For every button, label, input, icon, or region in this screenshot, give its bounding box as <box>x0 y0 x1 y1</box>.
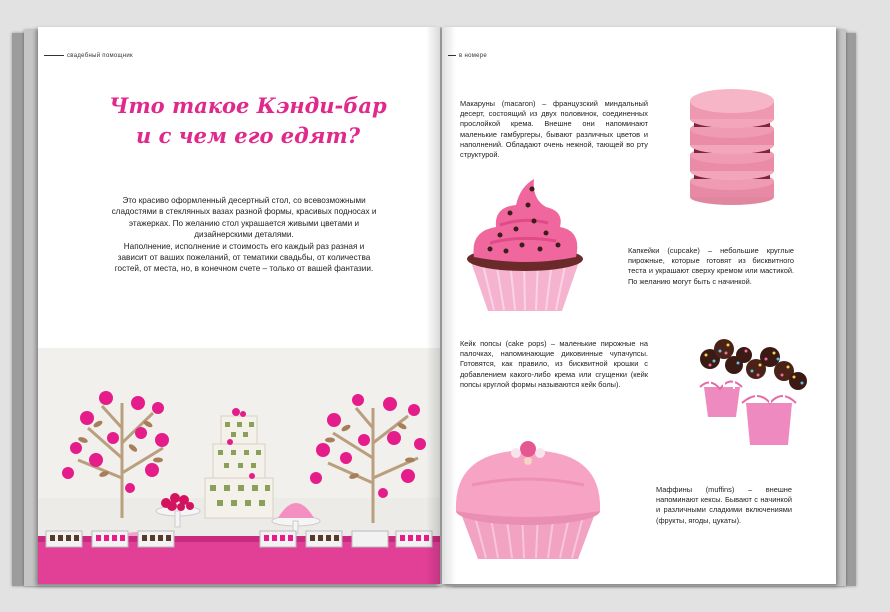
right-page <box>442 27 836 584</box>
book-gutter-shadow <box>426 27 456 584</box>
intro-text <box>108 195 380 275</box>
muffins-text: Маффины (muffins) – внешне напоминают кексы. Бывают с начинкой и различными сладкими включениями (фрукты, ягоды, цукаты). <box>656 485 792 525</box>
cupcakes-text: Капкейки (cupcake) – небольшие круглые пирожные, которые готовят из бисквитного теста и украшают сверху кремом или мастикой. По желанию могут быть с начинкой. <box>628 246 794 286</box>
running-head-right-text: в номере <box>459 53 488 59</box>
cake-pops-image <box>680 327 820 451</box>
article-title <box>98 91 398 151</box>
running-head-left <box>44 53 133 59</box>
intro-paragraph-2: Наполнение, исполнение и стоимость его каждый раз разная и зависит от ваших пожеланий, от тематики свадьбы, от количества гостей, от места, но, в конечном счете – только от вашей фантазии. <box>114 241 374 274</box>
title-line-1: Что такое Кэнди-бар <box>109 93 387 118</box>
cupcake-image <box>460 169 590 319</box>
macaron-stack-image <box>686 85 778 209</box>
candy-bar-photo <box>38 348 440 584</box>
intro-paragraph-1: Это красиво оформленный десертный стол, со всевозможными сладостями в стеклянных вазах разной формы, красивых подносах и этажерках. По желанию стол украшается живыми цветами и дизайнерскими деталями. <box>111 196 377 240</box>
cake-pops-text: Кейк попсы (cake pops) – маленькие пирожные на палочках, напоминающие диковинные чупачупсы. Готовятся, как правило, из бисквитной крошки с добавлением какого-либо крема или сгущенки (кейк попсы круглой формы называются кейк болы). <box>460 339 648 389</box>
macarons-text: Макаруны (macaron) – французский миндальный десерт, состоящий из двух половинок, соединенных прослойкой крема. Внешне они напоминают маленькие гамбургеры, бывают различных цветов и наполнений. Обладают очень нежной, тающей во рту структурой. <box>460 99 648 160</box>
running-head-rule <box>44 55 64 56</box>
running-head-left-text: свадебный помощник <box>67 53 133 59</box>
muffin-image <box>450 419 606 567</box>
left-page <box>38 27 440 584</box>
title-line-2: и с чем его едят? <box>135 123 361 148</box>
